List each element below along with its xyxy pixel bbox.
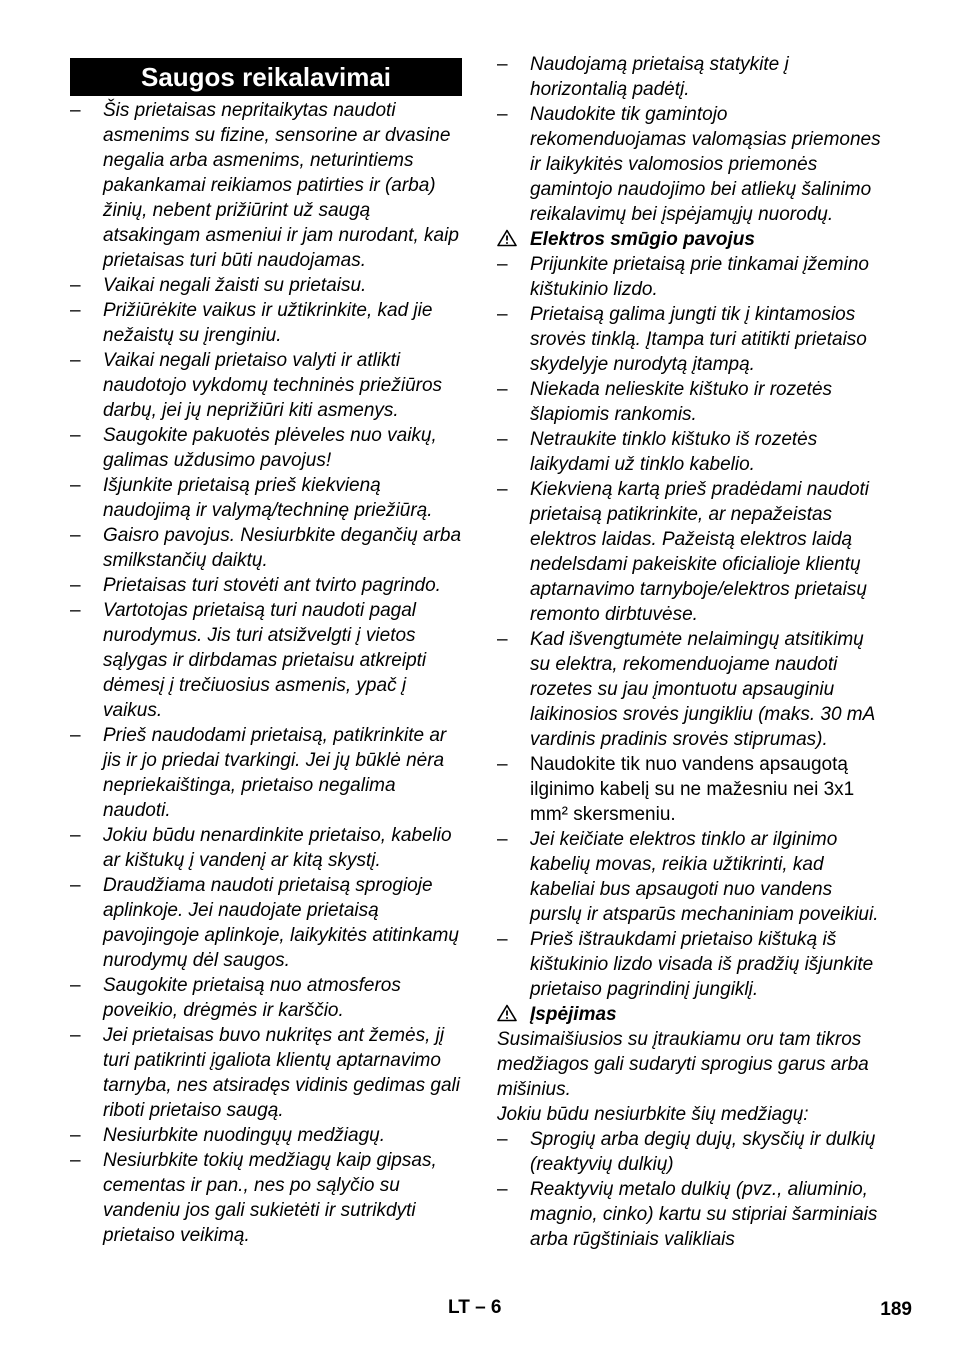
bullet-dash: –	[497, 254, 508, 275]
list-item: – Naudokite tik gamintojo rekomenduojamas valomąsias priemones ir laikykitės valomosios priemonės gamintojo naudojimo bei atliekų šalinimo reikalavimų bei įspėjamųjų nuorodų.	[497, 104, 881, 225]
list-item: – Vaikai negali prietaiso valyti ir atlikti naudotojo vykdomų techninės priežiūros darbų, jei jų neprižiūri kiti asmenys.	[70, 350, 443, 421]
list-item: – Draudžiama naudoti prietaisą sprogioje aplinkoje. Jei naudojate prietaisą pavojingoje aplinkoje, laikykitės atitinkamų nurodymų dėl saugos.	[70, 875, 459, 971]
electric-shock-heading: Elektros smūgio pavojus	[497, 227, 889, 252]
list-item: – Saugokite prietaisą nuo atmosferos poveikio, drėgmės ir karščio.	[70, 975, 401, 1021]
list-item: – Sprogių arba degių dujų, skysčių ir dulkių (reaktyvių dulkių)	[497, 1129, 876, 1175]
bullet-dash: –	[70, 875, 81, 896]
bullet-dash: –	[497, 929, 508, 950]
list-item: – Prietaisą galima jungti tik į kintamosios srovės tinklą. Įtampa turi atitikti prietaiso skydelyje nurodytą įtampą.	[497, 304, 867, 375]
list-item: – Jokiu būdu nenardinkite prietaiso, kabelio ar kištukų į vandenį ar kitą skystį.	[70, 825, 452, 871]
bullet-dash: –	[497, 104, 508, 125]
bullet-dash: –	[70, 1125, 81, 1146]
bullet-dash: –	[497, 429, 508, 450]
bullet-dash: –	[70, 825, 81, 846]
bullet-dash: –	[70, 350, 81, 371]
bullet-dash: –	[497, 629, 508, 650]
list-item: – Vartotojas prietaisą turi naudoti pagal nurodymus. Jis turi atsižvelgti į vietos sąlygas ir dirbdamas prietaisu atkreipti dėmesį į trečiuosius asmenis, ypač į vaikus.	[70, 600, 427, 721]
warning-paragraph: Jokiu būdu nesiurbkite šių medžiagų:	[497, 1104, 809, 1125]
list-item: – Šis prietaisas nepritaikytas naudoti asmenims su fizine, sensorine ar dvasine negalia arba asmenims, neturintiems pakankamai reikiamos patirties ir (arba) žinių, nebent prižiūrint už saugą atsakingam asmeniui ir jam nurodant, kaip prietaisas turi būti naudojamas.	[70, 100, 459, 271]
list-item: – Niekada nelieskite kištuko ir rozetės šlapiomis rankomis.	[497, 379, 833, 425]
left-column	[70, 52, 462, 1248]
list-item: – Naudokite tik nuo vandens apsaugotą ilginimo kabelį su ne mažesniu nei 3x1 mm² skersmeniu.	[497, 754, 855, 825]
bullet-dash: –	[70, 975, 81, 996]
bullet-dash: –	[497, 54, 508, 75]
bullet-dash: –	[497, 754, 508, 775]
bullet-dash: –	[70, 725, 81, 746]
bullet-dash: –	[70, 575, 81, 596]
list-item: – Jei prietaisas buvo nukritęs ant žemės, jį turi patikrinti įgaliota klientų aptarnavimo tarnyba, nes atsiradęs vidinis gedimas gali riboti prietaiso saugą.	[70, 1025, 460, 1121]
electric-list	[497, 252, 889, 1002]
page-number: 189	[880, 1299, 912, 1320]
bullet-dash: –	[70, 1150, 81, 1171]
list-item: – Prieš ištraukdami prietaiso kištuką iš kištukinio lizdo visada iš pradžių išjunkite prietaiso pagrindinį jungiklį.	[497, 929, 874, 1000]
bullet-dash: –	[70, 100, 81, 121]
list-item: – Jei keičiate elektros tinklo ar ilginimo kabelių movas, reikia užtikrinti, kad kabeliai bus apsaugoti nuo vandens purslų ir atsparūs mechaniniam poveikiui.	[497, 829, 879, 925]
warning-triangle-icon	[497, 1004, 517, 1022]
list-item: – Naudojamą prietaisą statykite į horizontalią padėtį.	[497, 54, 789, 100]
bullet-dash: –	[70, 1025, 81, 1046]
bullet-dash: –	[70, 300, 81, 321]
warning-triangle-icon	[497, 229, 517, 247]
list-item: – Išjunkite prietaisą prieš kiekvieną naudojimą ir valymą/techninę priežiūrą.	[70, 475, 433, 521]
list-item: – Prietaisas turi stovėti ant tvirto pagrindo.	[70, 575, 441, 596]
list-item: – Reaktyvių metalo dulkių (pvz., aliuminio, magnio, cinko) kartu su stipriai šarminiais arba rūgštiniais valikliais	[497, 1179, 878, 1250]
list-item: – Nesiurbkite tokių medžiagų kaip gipsas, cementas ir pan., nes po sąlyčio su vandeniu jos gali sukietėti ir sutrikdyti prietaiso veikimą.	[70, 1150, 437, 1246]
general-list	[497, 52, 889, 227]
bullet-dash: –	[70, 475, 81, 496]
language-page-code: LT – 6	[448, 1297, 502, 1318]
bullet-dash: –	[497, 1179, 508, 1200]
bullet-dash: –	[497, 379, 508, 400]
list-item: – Prižiūrėkite vaikus ir užtikrinkite, kad jie nežaistų su įrenginiu.	[70, 300, 433, 346]
list-item: – Netraukite tinklo kištuko iš rozetės laikydami už tinklo kabelio.	[497, 429, 818, 475]
list-item: – Kiekvieną kartą prieš pradėdami naudoti prietaisą patikrinkite, ar nepažeistas elektros laidas. Pažeistą elektros laidą nedelsdami pakeiskite oficialioje klientų aptarnavimo tarnyboje/elektros prietaisų remonto dirbtuvėse.	[497, 479, 870, 625]
list-item: – Saugokite pakuotės plėveles nuo vaikų, galimas uždusimo pavojus!	[70, 425, 437, 471]
list-item: – Gaisro pavojus. Nesiurbkite degančių arba smilkstančių daiktų.	[70, 525, 462, 571]
bullet-dash: –	[70, 275, 81, 296]
warning-heading: Įspėjimas	[497, 1002, 889, 1027]
list-item: – Prieš naudodami prietaisą, patikrinkite ar jis ir jo priedai tvarkingi. Jei jų būklė nėra nepriekaištinga, prietaiso negalima naudoti.	[70, 725, 447, 821]
list-item: – Nesiurbkite nuodingųų medžiagų.	[70, 1125, 386, 1146]
bullet-dash: –	[70, 525, 81, 546]
bullet-dash: –	[497, 304, 508, 325]
section-title: Saugos reikalavimai	[70, 58, 462, 96]
bullet-dash: –	[497, 1129, 508, 1150]
bullet-dash: –	[70, 425, 81, 446]
warning-paragraph: Susimaišiusios su įtraukiamu oru tam tikros medžiagos gali sudaryti sprogius garus arba mišinius.	[497, 1029, 869, 1100]
bullet-dash: –	[497, 829, 508, 850]
right-column	[497, 52, 889, 1252]
list-item: – Vaikai negali žaisti su prietaisu.	[70, 275, 367, 296]
list-item: – Prijunkite prietaisą prie tinkamai įžemino kištukinio lizdo.	[497, 254, 869, 300]
safety-list	[70, 98, 462, 1248]
bullet-dash: –	[70, 600, 81, 621]
list-item: – Kad išvengtumėte nelaimingų atsitikimų su elektra, rekomenduojame naudoti rozetes su jau įmontuotu apsauginiu laikinosios srovės jungikliu (maks. 30 mA vardinis pradinis srovės stiprumas).	[497, 629, 875, 750]
forbidden-substances-list	[497, 1127, 889, 1252]
bullet-dash: –	[497, 479, 508, 500]
